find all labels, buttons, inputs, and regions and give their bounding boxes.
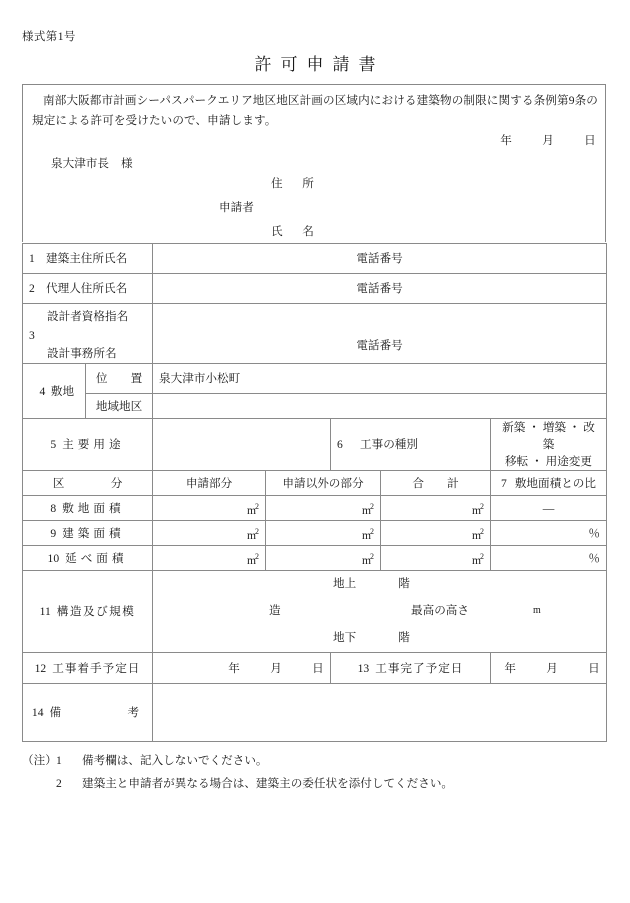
row8-not-applied-unit: m — [361, 503, 372, 517]
date-day-label: 日 — [584, 134, 596, 147]
col-header-kubun: 区 分 — [23, 471, 153, 496]
row12-month-label: 月 — [270, 661, 283, 675]
row13-day-label: 日 — [588, 661, 601, 675]
row11-label-cell — [23, 571, 153, 653]
col-header-not-applied: 申請以外の部分 — [266, 471, 381, 496]
below-ground-label: 地下 — [333, 631, 357, 644]
note-index: 1 — [56, 754, 62, 767]
row12-number: 12 — [34, 661, 47, 675]
table-row — [23, 394, 607, 419]
row13-label-cell — [331, 653, 491, 684]
row10-label: 延べ面積 — [65, 551, 128, 565]
applicant-label-row — [219, 199, 479, 223]
row4-district-value[interactable] — [153, 394, 607, 419]
row10-ratio-cell[interactable]: ％ — [491, 546, 607, 571]
row12-year-label: 年 — [228, 661, 241, 675]
row5-number: 5 — [50, 438, 57, 451]
date-year-label: 年 — [500, 134, 513, 147]
row8-label: 敷地面積 — [62, 501, 125, 515]
addressee-name: 泉大津市長 — [51, 157, 109, 170]
row9-ratio-cell[interactable]: ％ — [491, 521, 607, 546]
row9-not-applied-cell[interactable] — [266, 521, 381, 546]
row9-label: 建築面積 — [62, 526, 125, 540]
submission-date-line — [500, 132, 596, 148]
row8-applied-cell[interactable] — [153, 496, 266, 521]
preamble-box — [22, 84, 606, 242]
row4-district-label: 地域地区 — [86, 394, 153, 419]
superscript-2: 2 — [370, 551, 375, 561]
table-row — [23, 571, 607, 653]
row5-label: 主要用途 — [62, 438, 125, 451]
max-height-unit: m — [533, 605, 541, 616]
row4-label: 敷地 — [50, 384, 75, 398]
applicant-address-label: 住 所 — [271, 177, 318, 190]
row2-label-cell — [23, 274, 153, 304]
superscript-2: 2 — [370, 501, 375, 511]
structure-type-label: 造 — [269, 604, 281, 617]
above-ground-unit: 階 — [398, 577, 410, 590]
table-row — [23, 521, 607, 546]
row2-value-cell[interactable] — [153, 274, 607, 304]
col-header-total: 合 計 — [381, 471, 491, 496]
row4-position-label: 位 置 — [86, 364, 153, 394]
below-ground-line — [333, 629, 410, 646]
construction-types-line2: 移転 ・ 用途変更 — [505, 455, 592, 468]
superscript-2: 2 — [255, 526, 260, 536]
row1-label: 建築主住所氏名 — [46, 252, 128, 265]
row3-value-cell[interactable] — [153, 304, 607, 364]
row2-telephone-label: 電話番号 — [356, 282, 403, 295]
row1-value-cell[interactable] — [153, 244, 607, 274]
row14-label-cell — [23, 684, 153, 742]
table-row — [23, 364, 607, 394]
max-height-label: 最高の高さ — [411, 604, 469, 617]
row3-number: 3 — [29, 328, 35, 342]
row4-label-cell — [23, 364, 86, 419]
superscript-2: 2 — [255, 551, 260, 561]
applicant-name-label: 氏 名 — [271, 225, 318, 238]
note-text: 備考欄は、記入しないでください。 — [82, 754, 268, 767]
row9-total-unit: m — [471, 528, 482, 542]
note-index: 2 — [56, 777, 62, 790]
row2-label: 代理人住所氏名 — [46, 282, 128, 295]
row10-total-unit: m — [471, 553, 482, 567]
construction-types-line1: 新築 ・ 増築 ・ 改築 — [502, 421, 595, 451]
below-ground-unit: 階 — [398, 631, 410, 644]
addressee-honorific: 様 — [120, 157, 133, 170]
row13-number: 13 — [357, 661, 370, 675]
row10-not-applied-cell[interactable] — [266, 546, 381, 571]
table-row — [23, 546, 607, 571]
addressee — [51, 155, 133, 171]
row10-number: 10 — [47, 551, 60, 565]
row11-label: 構造及び規模 — [56, 605, 136, 618]
row5-value-cell[interactable] — [153, 419, 331, 471]
table-row — [23, 274, 607, 304]
row8-total-unit: m — [471, 503, 482, 517]
table-row — [23, 684, 607, 742]
notes-heading: （注） — [22, 754, 57, 767]
table-row — [23, 244, 607, 274]
row9-applied-unit: m — [246, 528, 257, 542]
row10-not-applied-unit: m — [361, 553, 372, 567]
note-item — [22, 772, 606, 795]
row4-position-value[interactable]: 泉大津市小松町 — [153, 364, 607, 394]
row14-label: 備 考 — [49, 706, 144, 719]
row7-number: 7 — [501, 476, 507, 490]
row9-not-applied-unit: m — [361, 528, 372, 542]
row11-value-cell[interactable] — [153, 571, 607, 653]
row3-label-top: 設計者資格指名 — [47, 309, 129, 323]
row7-label: 敷地面積との比 — [514, 476, 596, 490]
row4-number: 4 — [39, 384, 46, 398]
row6-label-cell — [331, 419, 491, 471]
row14-value-cell[interactable] — [153, 684, 607, 742]
row13-label: 工事完了予定日 — [375, 661, 464, 675]
row9-number: 9 — [50, 526, 57, 540]
row2-number: 2 — [29, 282, 35, 295]
superscript-2: 2 — [480, 551, 485, 561]
row12-label: 工事着手予定日 — [52, 661, 141, 675]
row8-label-cell — [23, 496, 153, 521]
superscript-2: 2 — [370, 526, 375, 536]
row9-applied-cell[interactable] — [153, 521, 266, 546]
note-text: 建築主と申請者が異なる場合は、建築主の委任状を添付してください。 — [82, 777, 454, 790]
row13-year-label: 年 — [504, 661, 517, 675]
table-row — [23, 304, 607, 364]
table-header-row — [23, 471, 607, 496]
row10-applied-cell[interactable] — [153, 546, 266, 571]
row14-number: 14 — [31, 706, 44, 719]
row3-label-bottom: 設計事務所名 — [47, 346, 117, 360]
table-row — [23, 653, 607, 684]
row10-total-cell[interactable] — [381, 546, 491, 571]
row3-telephone-label: 電話番号 — [356, 338, 403, 352]
page-title: 許可申請書 — [254, 55, 385, 74]
row6-label: 工事の種別 — [360, 438, 418, 451]
form-number: 様式第1号 — [22, 31, 76, 43]
row12-date-cell[interactable] — [153, 653, 331, 684]
row8-applied-unit: m — [246, 503, 257, 517]
row12-label-cell — [23, 653, 153, 684]
row8-ratio-cell: — — [491, 496, 607, 521]
above-ground-line — [333, 575, 410, 592]
application-details-table — [22, 243, 607, 742]
row1-label-cell — [23, 244, 153, 274]
row9-total-cell[interactable] — [381, 521, 491, 546]
row13-month-label: 月 — [546, 661, 559, 675]
row13-date-cell[interactable] — [491, 653, 607, 684]
row5-label-cell — [23, 419, 153, 471]
col-header-applied: 申請部分 — [153, 471, 266, 496]
row1-number: 1 — [29, 252, 35, 265]
applicant-block — [219, 175, 479, 247]
row12-day-label: 日 — [312, 661, 325, 675]
table-row — [23, 496, 607, 521]
col-header-ratio — [491, 471, 607, 496]
superscript-2: 2 — [480, 501, 485, 511]
row1-telephone-label: 電話番号 — [356, 252, 403, 265]
preamble-text: 南部大阪都市計画シーパスパークエリア地区地区計画の区域内における建築物の制限に関する条例第9条の規定による許可を受けたいので、申請します。 — [32, 94, 598, 127]
row8-not-applied-cell[interactable] — [266, 496, 381, 521]
row10-applied-unit: m — [246, 553, 257, 567]
row10-label-cell — [23, 546, 153, 571]
row6-types-cell[interactable] — [491, 419, 607, 471]
applicant-label: 申請者 — [219, 201, 254, 214]
row9-label-cell — [23, 521, 153, 546]
superscript-2: 2 — [255, 501, 260, 511]
above-ground-label: 地上 — [333, 577, 357, 590]
row8-number: 8 — [50, 501, 57, 515]
row11-number: 11 — [39, 605, 51, 618]
row3-label-cell — [23, 304, 153, 364]
superscript-2: 2 — [480, 526, 485, 536]
row8-total-cell[interactable] — [381, 496, 491, 521]
date-month-label: 月 — [542, 134, 555, 147]
note-item — [22, 749, 606, 772]
applicant-address-row — [219, 175, 479, 199]
row6-number: 6 — [337, 438, 343, 451]
notes-section — [22, 749, 606, 795]
table-row — [23, 419, 607, 471]
